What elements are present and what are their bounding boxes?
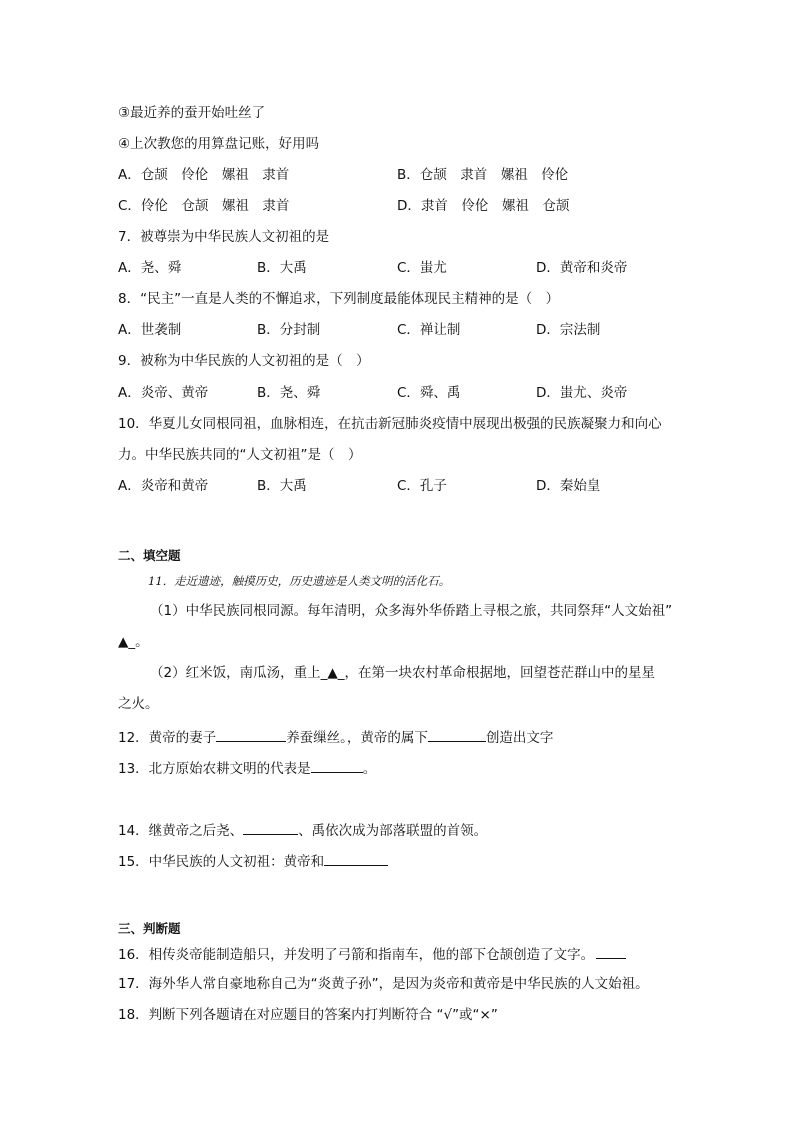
q16-blank[interactable] xyxy=(596,944,626,959)
q10-option-a[interactable]: A．炎帝和黄帝 xyxy=(118,478,209,494)
q16-text: 16．相传炎帝能制造船只，并发明了弓箭和指南车，他的部下仓颉创造了文字。 xyxy=(118,947,595,963)
q14-blank[interactable] xyxy=(243,820,298,835)
q12-blank-1[interactable] xyxy=(216,727,286,742)
q6-item-3: ③最近养的蚕开始吐丝了 xyxy=(118,105,266,121)
q10-option-d[interactable]: D．秦始皇 xyxy=(536,478,601,494)
q10-option-b[interactable]: B．大禹 xyxy=(257,478,307,494)
q7-stem: 7．被尊崇为中华民族人文初祖的是 xyxy=(118,229,330,245)
q9-option-c[interactable]: C．舜、禹 xyxy=(397,385,461,401)
section-2-title: 二、填空题 xyxy=(118,548,181,563)
q7-option-a[interactable]: A．尧、舜 xyxy=(118,260,182,276)
q13-text-a: 13．北方原始农耕文明的代表是 xyxy=(118,761,311,777)
q11-part2-line-1: （2）红米饭，南瓜汤，重上_▲_，在第一块农村革命根据地，回望苍茫群山中的星星 xyxy=(150,665,655,681)
q14 xyxy=(118,820,487,840)
q8-option-b[interactable]: B．分封制 xyxy=(257,322,321,338)
q8-option-a[interactable]: A．世袭制 xyxy=(118,322,182,338)
q6-option-d[interactable]: D．隶首 伶伦 嫘祖 仓颉 xyxy=(397,198,570,214)
q12-text-b: 养蚕缫丝。，黄帝的属下 xyxy=(286,730,428,746)
q11-part2-line-2: 之火。 xyxy=(118,696,159,712)
q15-text-a: 15．中华民族的人文初祖：黄帝和 xyxy=(118,854,325,870)
q11-part1-line-2: ▲_。 xyxy=(118,634,149,650)
q10-option-c[interactable]: C．孔子 xyxy=(397,478,447,494)
q18: 18．判断下列各题请在对应题目的答案内打判断符合 “√”或“×” xyxy=(118,1007,498,1023)
q15-blank[interactable] xyxy=(324,851,388,866)
q8-option-d[interactable]: D．宗法制 xyxy=(536,322,601,338)
q7-option-c[interactable]: C．蚩尤 xyxy=(397,260,447,276)
q7-option-b[interactable]: B．大禹 xyxy=(257,260,307,276)
q11-intro: 11．走近遗迹，触摸历史，历史遗迹是人类文明的活化石。 xyxy=(148,574,451,588)
q6-item-4: ④上次教您的用算盘记账，好用吗 xyxy=(118,136,320,152)
q6-option-c[interactable]: C．伶伦 仓颉 嫘祖 隶首 xyxy=(118,198,290,214)
q12-text-a: 12．黄帝的妻子 xyxy=(118,730,217,746)
q10-stem-line-1: 10．华夏儿女同根同祖，血脉相连，在抗击新冠肺炎疫情中展现出极强的民族凝聚力和向心 xyxy=(118,416,662,432)
q12-text-c: 创造出文字 xyxy=(485,730,554,746)
q11-part1-line-1: （1）中华民族同根同源。每年清明，众多海外华侨踏上寻根之旅，共同祭拜“人文始祖” xyxy=(150,603,673,619)
q9-stem: 9．被称为中华民族的人文初祖的是（ ） xyxy=(118,353,370,369)
q14-text-a: 14．继黄帝之后尧、 xyxy=(118,823,244,839)
q14-text-b: 、禹依次成为部落联盟的首领。 xyxy=(298,823,488,839)
q8-stem: 8．“民主”一直是人类的不懈追求，下列制度最能体现民主精神的是（ ） xyxy=(118,291,560,307)
q8-option-c[interactable]: C．禅让制 xyxy=(397,322,461,338)
section-3-title: 三、判断题 xyxy=(118,921,181,936)
q6-option-a[interactable]: A．仓颉 伶伦 嫘祖 隶首 xyxy=(118,167,290,183)
q9-option-a[interactable]: A．炎帝、黄帝 xyxy=(118,385,209,401)
q7-option-d[interactable]: D．黄帝和炎帝 xyxy=(536,260,628,276)
q15 xyxy=(118,851,388,871)
q13-text-b: 。 xyxy=(362,761,377,777)
q12-blank-2[interactable] xyxy=(428,727,486,742)
q6-option-b[interactable]: B．仓颉 隶首 嫘祖 伶伦 xyxy=(397,167,569,183)
q9-option-b[interactable]: B．尧、舜 xyxy=(257,385,321,401)
q9-option-d[interactable]: D．蚩尤、炎帝 xyxy=(536,385,628,401)
q12 xyxy=(118,727,553,747)
q16 xyxy=(118,944,626,964)
q13 xyxy=(118,758,376,778)
q10-stem-line-2: 力。中华民族共同的“人文初祖”是（ ） xyxy=(118,447,362,463)
q13-blank[interactable] xyxy=(311,758,363,773)
q17: 17．海外华人常自豪地称自己为“炎黄子孙”，是因为炎帝和黄帝是中华民族的人文始祖。 xyxy=(118,976,649,992)
